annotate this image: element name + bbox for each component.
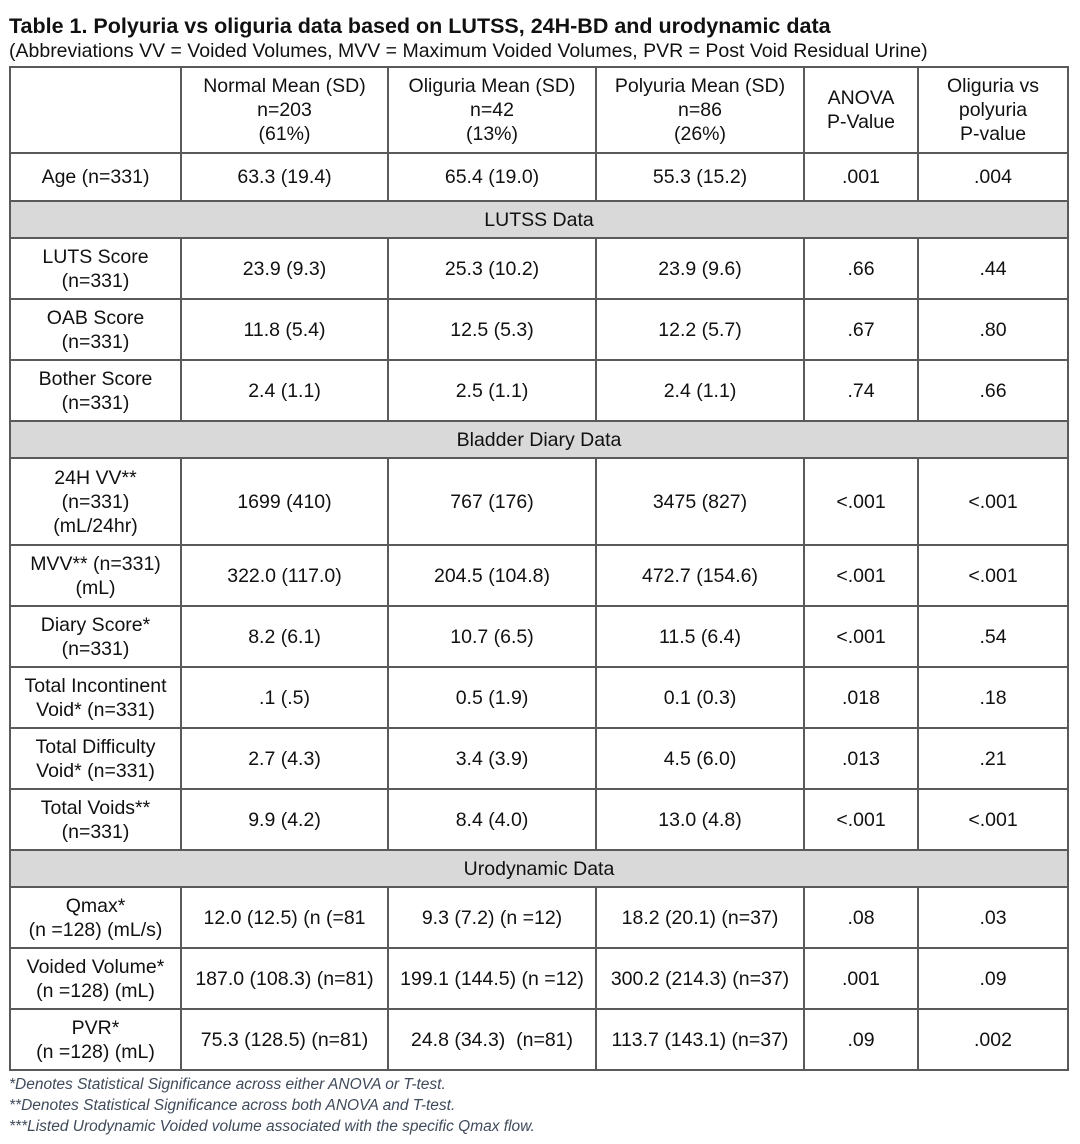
table-row xyxy=(10,545,1068,606)
row-label xyxy=(10,887,181,948)
table-cell: 113.7 (143.1) (n=37) xyxy=(596,1009,804,1070)
row-label-line: Voided Volume* xyxy=(26,955,165,978)
table-cell: 204.5 (104.8) xyxy=(388,545,596,606)
table-cell: 4.5 (6.0) xyxy=(596,728,804,789)
column-header xyxy=(918,67,1068,153)
row-label-line: MVV** (n=331) xyxy=(30,552,161,575)
column-header-line: Oliguria Mean (SD) xyxy=(408,75,576,97)
table-cell: 3475 (827) xyxy=(596,458,804,545)
row-label-line: (n=331) xyxy=(61,391,130,414)
row-label-line: Void* (n=331) xyxy=(36,759,155,782)
table-cell: 12.2 (5.7) xyxy=(596,299,804,360)
row-label-line: Total Incontinent xyxy=(24,674,167,697)
column-header-line: Normal Mean (SD) xyxy=(203,75,366,97)
row-label xyxy=(10,360,181,421)
table-cell: .001 xyxy=(804,153,918,201)
row-label xyxy=(10,667,181,728)
table-cell: 2.4 (1.1) xyxy=(596,360,804,421)
column-header-line: Oliguria vs xyxy=(946,75,1040,97)
row-label-line: LUTS Score xyxy=(42,245,149,268)
table-title: Table 1. Polyuria vs oliguria data based on LUTSS, 24H-BD and urodynamic data xyxy=(9,14,831,38)
table-cell: 65.4 (19.0) xyxy=(388,153,596,201)
table-cell: 63.3 (19.4) xyxy=(181,153,388,201)
column-header xyxy=(181,67,388,153)
section-label: Bladder Diary Data xyxy=(10,421,1068,458)
table-row xyxy=(10,948,1068,1009)
table-cell: .002 xyxy=(918,1009,1068,1070)
row-label-line: Void* (n=331) xyxy=(36,698,155,721)
table-cell: 199.1 (144.5) (n =12) xyxy=(388,948,596,1009)
table-cell: .001 xyxy=(804,948,918,1009)
table-cell: 13.0 (4.8) xyxy=(596,789,804,850)
table-cell: 9.9 (4.2) xyxy=(181,789,388,850)
column-header-line: ANOVA xyxy=(827,87,895,109)
table-cell: 3.4 (3.9) xyxy=(388,728,596,789)
table-cell: .1 (.5) xyxy=(181,667,388,728)
table-cell: 11.5 (6.4) xyxy=(596,606,804,667)
row-label xyxy=(10,948,181,1009)
row-label xyxy=(10,153,181,201)
table-row xyxy=(10,606,1068,667)
row-label-line: (n =128) (mL) xyxy=(36,979,155,1002)
table-cell: .09 xyxy=(804,1009,918,1070)
table-cell: 2.7 (4.3) xyxy=(181,728,388,789)
table-row xyxy=(10,360,1068,421)
column-header-line: P-value xyxy=(959,123,1027,145)
section-row xyxy=(10,201,1068,238)
table-header xyxy=(10,67,1068,153)
row-label-line: Total Difficulty xyxy=(35,735,156,758)
table-cell: 8.2 (6.1) xyxy=(181,606,388,667)
section-label: LUTSS Data xyxy=(10,201,1068,238)
row-label xyxy=(10,728,181,789)
section-row xyxy=(10,850,1068,887)
table-cell: <.001 xyxy=(918,458,1068,545)
table-cell: .74 xyxy=(804,360,918,421)
row-label xyxy=(10,606,181,667)
column-header-line: n=42 xyxy=(470,99,514,121)
table-cell: 9.3 (7.2) (n =12) xyxy=(388,887,596,948)
column-header-line: (61%) xyxy=(258,123,311,145)
table-row xyxy=(10,458,1068,545)
table-cell: 187.0 (108.3) (n=81) xyxy=(181,948,388,1009)
row-label xyxy=(10,1009,181,1070)
footnote: ***Listed Urodynamic Voided volume associated with the specific Qmax flow. xyxy=(9,1118,535,1135)
table-cell: 18.2 (20.1) (n=37) xyxy=(596,887,804,948)
table-cell: .44 xyxy=(918,238,1068,299)
table-cell: <.001 xyxy=(918,789,1068,850)
footnote: **Denotes Statistical Significance across both ANOVA and T-test. xyxy=(9,1097,456,1114)
table-row xyxy=(10,153,1068,201)
row-label xyxy=(10,238,181,299)
table-cell: 1699 (410) xyxy=(181,458,388,545)
table-cell: .67 xyxy=(804,299,918,360)
row-label-line: 24H VV** xyxy=(54,466,137,489)
table-cell: 11.8 (5.4) xyxy=(181,299,388,360)
row-label-line: (mL/24hr) xyxy=(53,514,138,537)
row-label-line: Total Voids** xyxy=(40,796,151,819)
table-cell: 12.0 (12.5) (n (=81 xyxy=(181,887,388,948)
table-cell: .80 xyxy=(918,299,1068,360)
table-row xyxy=(10,238,1068,299)
table-cell: 23.9 (9.3) xyxy=(181,238,388,299)
column-header-line: polyuria xyxy=(958,99,1028,121)
table-cell: <.001 xyxy=(804,789,918,850)
table-cell: 2.5 (1.1) xyxy=(388,360,596,421)
table-cell: .66 xyxy=(804,238,918,299)
row-label xyxy=(10,789,181,850)
row-label-line: (n=331) xyxy=(61,637,130,660)
row-label-line: (n=331) xyxy=(61,330,130,353)
column-header-line: n=86 xyxy=(678,99,722,121)
table-row xyxy=(10,887,1068,948)
table-cell: 472.7 (154.6) xyxy=(596,545,804,606)
row-label-line: OAB Score xyxy=(46,306,145,329)
row-label-line: Diary Score* xyxy=(40,613,151,636)
footnotes xyxy=(9,1074,535,1137)
table-cell: .66 xyxy=(918,360,1068,421)
header-row xyxy=(10,67,1068,153)
table-row xyxy=(10,667,1068,728)
table-cell: 2.4 (1.1) xyxy=(181,360,388,421)
table-row xyxy=(10,299,1068,360)
row-label xyxy=(10,299,181,360)
table-cell: .54 xyxy=(918,606,1068,667)
table-cell: <.001 xyxy=(918,545,1068,606)
table-row xyxy=(10,789,1068,850)
table-cell: .21 xyxy=(918,728,1068,789)
table-cell: 0.5 (1.9) xyxy=(388,667,596,728)
table-cell: 0.1 (0.3) xyxy=(596,667,804,728)
table-cell: 322.0 (117.0) xyxy=(181,545,388,606)
column-header-line: P-Value xyxy=(827,111,895,133)
table-cell: 767 (176) xyxy=(388,458,596,545)
table-cell: 300.2 (214.3) (n=37) xyxy=(596,948,804,1009)
row-label-line: Qmax* xyxy=(65,894,126,917)
table-cell: 75.3 (128.5) (n=81) xyxy=(181,1009,388,1070)
table-cell: 25.3 (10.2) xyxy=(388,238,596,299)
table-cell: .08 xyxy=(804,887,918,948)
table-cell: 55.3 (15.2) xyxy=(596,153,804,201)
column-header-line: (13%) xyxy=(465,123,519,145)
table-cell: 8.4 (4.0) xyxy=(388,789,596,850)
table-cell: .09 xyxy=(918,948,1068,1009)
table-cell: .03 xyxy=(918,887,1068,948)
column-header-line: Polyuria Mean (SD) xyxy=(614,75,786,97)
table-cell: 12.5 (5.3) xyxy=(388,299,596,360)
table-cell: <.001 xyxy=(804,458,918,545)
row-label-line: (n=331) xyxy=(61,269,130,292)
table-cell: 23.9 (9.6) xyxy=(596,238,804,299)
row-label-line: (n=331) xyxy=(61,820,130,843)
column-header xyxy=(388,67,596,153)
table-cell: .013 xyxy=(804,728,918,789)
table-cell: .018 xyxy=(804,667,918,728)
column-header-line: n=203 xyxy=(257,99,312,121)
row-label-line: Age (n=331) xyxy=(41,166,150,188)
row-label-line: (mL) xyxy=(75,576,116,599)
table-cell: .18 xyxy=(918,667,1068,728)
header-cell-blank xyxy=(10,67,181,153)
table-cell: <.001 xyxy=(804,606,918,667)
row-label xyxy=(10,545,181,606)
table-subtitle: (Abbreviations VV = Voided Volumes, MVV = Maximum Voided Volumes, PVR = Post Void Residual Urine) xyxy=(9,40,928,62)
row-label xyxy=(10,458,181,545)
table-cell: .004 xyxy=(918,153,1068,201)
column-header xyxy=(596,67,804,153)
row-label-line: (n =128) (mL/s) xyxy=(28,918,163,941)
row-label-line: PVR* xyxy=(71,1016,120,1039)
column-header xyxy=(804,67,918,153)
column-header-line: (26%) xyxy=(673,123,727,145)
row-label-line: Bother Score xyxy=(38,367,153,390)
table-cell: <.001 xyxy=(804,545,918,606)
table-cell: 24.8 (34.3) (n=81) xyxy=(388,1009,596,1070)
section-row xyxy=(10,421,1068,458)
row-label-line: (n =128) (mL) xyxy=(36,1040,155,1063)
row-label-line: (n=331) xyxy=(61,490,130,513)
table-cell: 10.7 (6.5) xyxy=(388,606,596,667)
section-label: Urodynamic Data xyxy=(10,850,1068,887)
table-row xyxy=(10,1009,1068,1070)
results-table xyxy=(9,66,1069,1071)
footnote: *Denotes Statistical Significance across either ANOVA or T-test. xyxy=(9,1076,446,1093)
table-body xyxy=(10,153,1068,1070)
table-row xyxy=(10,728,1068,789)
